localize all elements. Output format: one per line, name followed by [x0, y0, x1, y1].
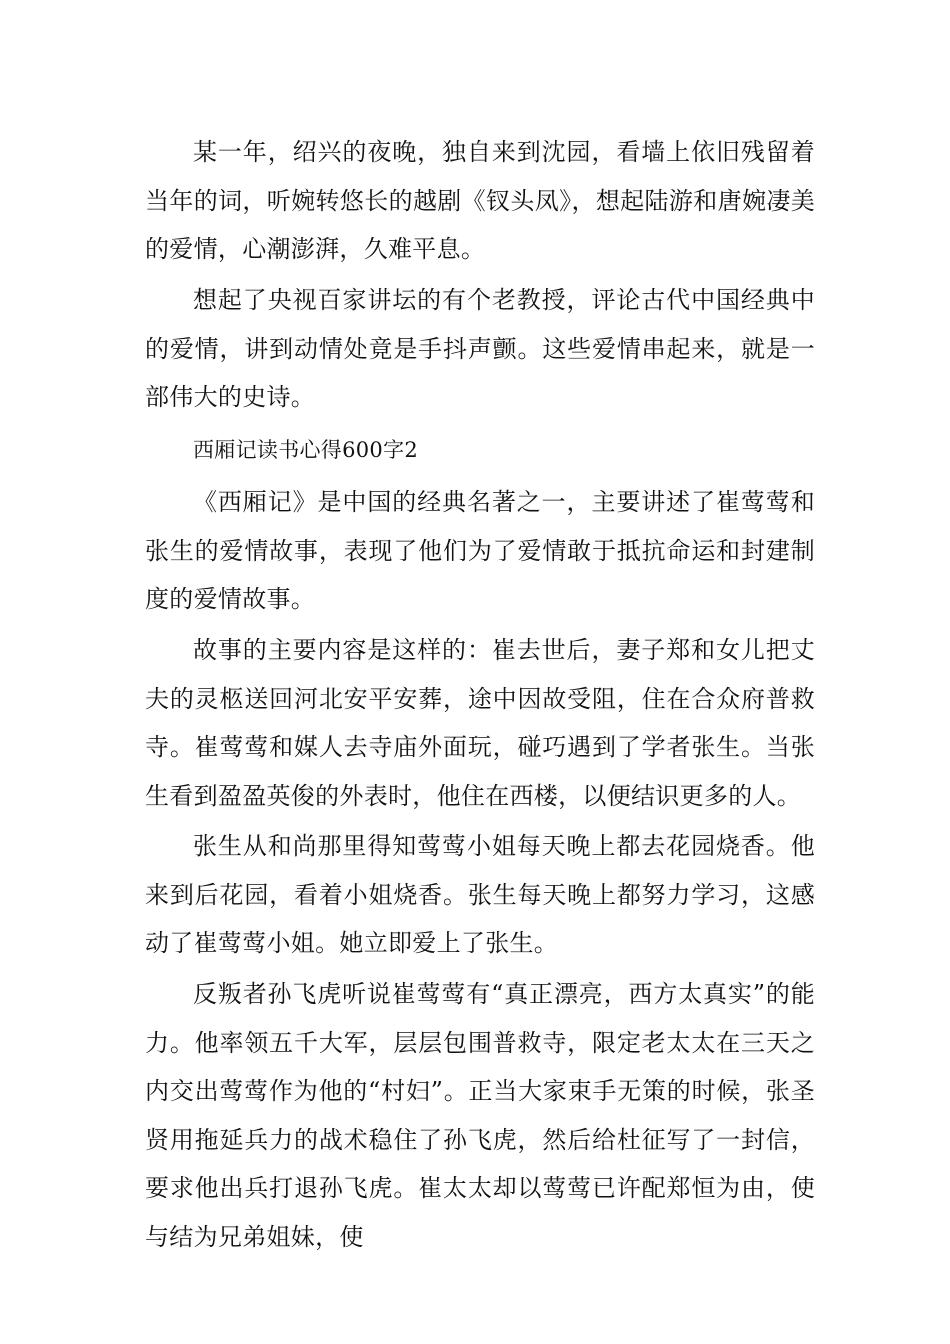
paragraph-shenyuan: 某一年，绍兴的夜晚，独自来到沈园，看墙上依旧残留着当年的词，听婉转悠长的越剧《钗头凤》，想起陆游和唐婉凄美的爱情，心潮澎湃，久难平息。	[145, 138, 815, 263]
paragraph-baijia-jiangtan: 想起了央视百家讲坛的有个老教授，评论古代中国经典中的爱情，讲到动情处竟是手抖声颤。这些爱情串起来，就是一部伟大的史诗。	[145, 286, 815, 411]
paragraph-sun-feihu: 反叛者孙飞虎听说崔莺莺有“真正漂亮，西方太真实”的能力。他率领五千大军，层层包围普救寺，限定老太太在三天之内交出莺莺作为他的“村妇”。正当大家束手无策的时候，张圣贤用拖延兵力的战术稳住了孙飞虎，然后给杜征写了一封信，要求他出兵打退孙飞虎。崔太太却以莺莺已许配郑恒为由，使与结为兄弟姐妹，使	[145, 980, 815, 1251]
paragraph-story-content: 故事的主要内容是这样的：崔去世后，妻子郑和女儿把丈夫的灵柩送回河北安平安葬，途中因故受阻，住在合众府普救寺。崔莺莺和媒人去寺庙外面玩，碰巧遇到了学者张生。当张生看到盈盈英俊的外表时，他住在西楼，以便结识更多的人。	[145, 636, 815, 810]
paragraph-zhangsheng: 张生从和尚那里得知莺莺小姐每天晚上都去花园烧香。他来到后花园，看着小姐烧香。张生每天晚上都努力学习，这感动了崔莺莺小姐。她立即爱上了张生。	[145, 832, 815, 957]
paragraph-xixiangji-intro: 《西厢记》是中国的经典名著之一，主要讲述了崔莺莺和张生的爱情故事，表现了他们为了爱情敢于抵抗命运和封建制度的爱情故事。	[145, 488, 815, 613]
section-heading: 西厢记读书心得600字2	[193, 438, 419, 462]
